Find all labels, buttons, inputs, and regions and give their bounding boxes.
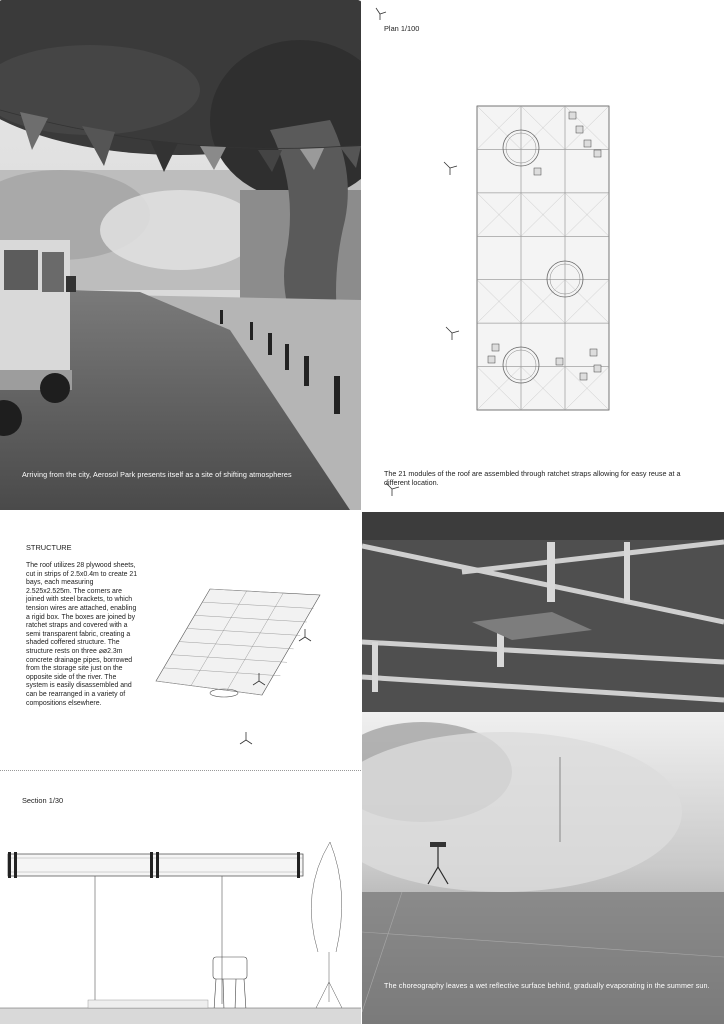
- plan-drawing: [362, 0, 724, 510]
- plan-title: Plan 1/100: [384, 24, 420, 33]
- structure-title: STRUCTURE: [26, 543, 72, 552]
- tripod-arrow-icon: [376, 8, 386, 20]
- choreography-photo-illustration: [362, 512, 724, 1024]
- arrival-caption: Arriving from the city, Aerosol Park presents itself as a site of shifting atmospheres: [22, 470, 292, 479]
- section-marker-icon: [386, 162, 459, 496]
- plan-panel: [362, 0, 724, 510]
- section-title: Section 1/30: [22, 796, 64, 805]
- structure-panel: [0, 512, 361, 1024]
- panel-divider: [0, 770, 361, 771]
- photo-choreography: [362, 512, 724, 1024]
- structure-description: The roof utilizes 28 plywood sheets, cut in strips of 2.5x0.4m to create 21 bays, each measuring 2.525x2.525m. The corners are joined with steel brackets, to which tension wires are attached, enabling a rigid box. The boxes are joined by ratchet straps and covered with a semi transparent fabric, creating a shaded coffered structure. The structure rests on three ⌀ø2.3m concrete drainage pipes, borrowed from the storage site just on the opposite side of the river. The system is easily disassembled and can be rearranged in a variety of compositions elsewhere.: [26, 562, 138, 707]
- arrival-photo-illustration: [0, 0, 361, 510]
- section-drawing: [0, 832, 361, 1024]
- choreography-caption: The choreography leaves a wet reflective surface behind, gradually evaporating in the summer sun.: [384, 981, 710, 990]
- photo-arrival: [0, 0, 361, 510]
- plan-caption: The 21 modules of the roof are assembled through ratchet straps allowing for easy reuse at a different location.: [384, 469, 681, 487]
- axonometric-drawing: [150, 567, 330, 767]
